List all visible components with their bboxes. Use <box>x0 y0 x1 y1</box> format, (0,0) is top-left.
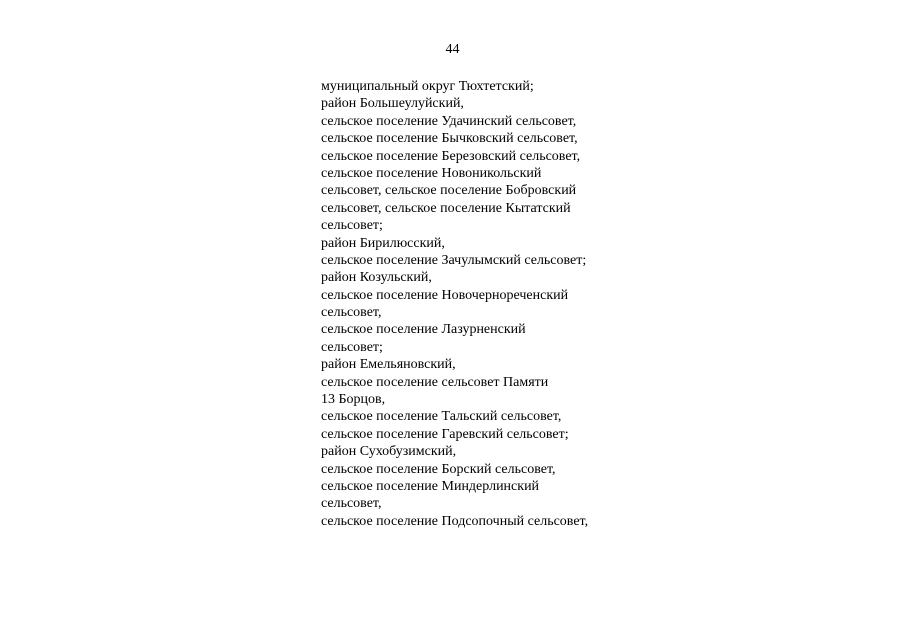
text-line: сельсовет, сельское поселение Кытатский <box>321 200 571 216</box>
text-line: район Сухобузимский, <box>321 444 457 460</box>
text-line: сельсовет, <box>321 305 382 321</box>
text-line: сельсовет; <box>321 218 383 234</box>
text-line: сельское поселение Тальский сельсовет, <box>321 409 562 425</box>
text-line: сельское поселение Гаревский сельсовет; <box>321 426 569 442</box>
text-line: сельсовет, <box>321 496 382 512</box>
page-number: 44 <box>445 42 460 57</box>
text-line: район Большеулуйский, <box>321 96 464 112</box>
document-body <box>321 78 651 530</box>
text-line: район Козульский, <box>321 270 432 286</box>
text-line: сельское поселение Лазурненский <box>321 322 526 338</box>
text-line: сельсовет, сельское поселение Бобровский <box>321 183 577 199</box>
text-line: 13 Борцов, <box>321 392 386 408</box>
text-line: сельское поселение Миндерлинский <box>321 478 540 494</box>
text-line: район Емельяновский, <box>321 357 456 373</box>
text-line: сельское поселение Березовский сельсовет, <box>321 148 581 164</box>
text-line: сельское поселение Борский сельсовет, <box>321 461 556 477</box>
text-line: сельское поселение Новоникольский <box>321 165 542 181</box>
text-line: муниципальный округ Тюхтетский; <box>321 79 534 94</box>
text-line: район Бирилюсский, <box>321 235 445 251</box>
text-line: сельское поселение Подсопочный сельсовет, <box>321 513 589 529</box>
text-line: сельское поселение Новочернореченский <box>321 287 569 303</box>
text-line: сельское поселение Бычковский сельсовет, <box>321 131 578 147</box>
text-line: сельское поселение Зачулымский сельсовет; <box>321 252 587 268</box>
text-line: сельское поселение Удачинский сельсовет, <box>321 113 577 129</box>
text-line: сельское поселение сельсовет Памяти <box>321 374 549 390</box>
text-line: сельсовет; <box>321 339 383 355</box>
